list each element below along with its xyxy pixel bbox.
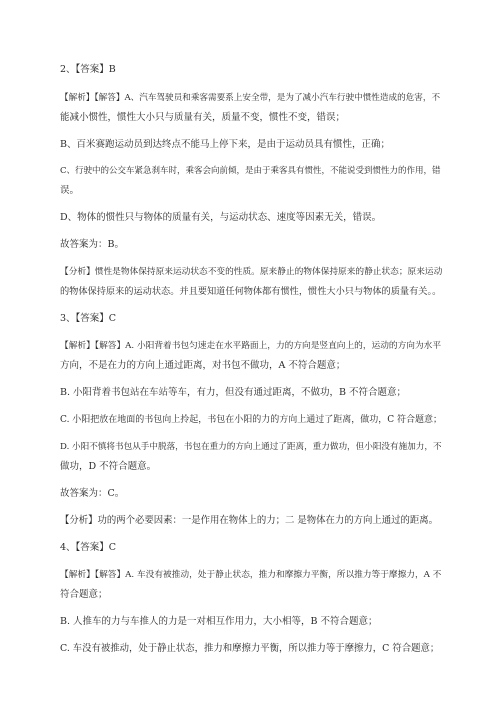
answer-4-option-b: B. 人推车的力与车推人的力是一对相互作用力，大小相等，B 不符合题意； (60, 616, 378, 627)
answer-4-analysis-line: 符合题意； (60, 589, 108, 600)
answer-3-option-b: B. 小阳背着书包站在车站等车，有力，但没有通过距离，不做功，B 不符合题意； (60, 387, 407, 398)
answer-2-option-b: B、百米赛跑运动员到达终点不能马上停下来，是由于运动员具有惯性，正确； (60, 139, 390, 150)
answer-3-analysis-line: 方向，不是在力的方向上通过距离，对书包不做功，A 不符合题意； (60, 360, 346, 371)
answer-2-summary: 【分析】惯性是物体保持原来运动状态不变的性质。原来静止的物体保持原来的静止状态；原来运动 (60, 267, 443, 277)
answer-2-summary-cont: 的物体保持原来的运动状态。并且要知道任何物体都有惯性，惯性大小只与物体的质量有关。。 (60, 286, 442, 297)
answer-4-analysis-line: 【解析】【解答】A. 车没有被推动，处于静止状态，推力和摩擦力平衡，所以推力等于摩擦力，A 不 (60, 570, 442, 580)
answer-3-analysis-line: 【解析】【解答】A. 小阳背着书包匀速走在水平路面上，力的方向是竖直向上的，运动的方向为水平 (60, 341, 442, 351)
answer-2-analysis-line: 【解析】【解答】A、汽车驾驶员和乘客需要系上安全带，是为了减小汽车行驶中惯性造成的危害，不 (60, 93, 441, 103)
answer-2-option-c-cont: 误。 (60, 185, 80, 196)
answer-3-heading: 3、【答案】C (60, 313, 117, 324)
answer-3-conclusion: 故答案为：C。 (60, 488, 125, 499)
answer-4-option-c: C. 车没有被推动，处于静止状态，推力和摩擦力平衡，所以推力等于摩擦力，C 符合题意； (60, 643, 440, 654)
answer-3-option-d-cont: 做功，D 不符合题意。 (60, 461, 157, 472)
answer-3-option-d: D. 小阳不慎将书包从手中脱落，书包在重力的方向上通过了距离，重力做功，但小阳没有施加力，不 (60, 442, 442, 452)
answer-2-option-c: C、行驶中的公交车紧急刹车时，乘客会向前倾，是由于乘客具有惯性，不能说受到惯性力的作用，错 (60, 166, 441, 176)
answer-2-option-d: D、物体的惯性只与物体的质量有关，与运动状态、速度等因素无关，错误。 (60, 212, 382, 223)
answer-2-conclusion: 故答案为：B。 (60, 239, 124, 250)
answer-2-heading: 2、【答案】B (60, 64, 116, 75)
answer-2-analysis-line: 能减小惯性，惯性大小只与质量有关，质量不变，惯性不变，错误； (60, 112, 346, 123)
answer-3-summary: 【分析】功的两个必要因素：一是作用在物体上的力；二 是物体在力的方向上通过的距离。 (60, 515, 438, 526)
answer-4-heading: 4、【答案】C (60, 542, 117, 553)
answer-3-option-c: C. 小阳把放在地面的书包向上拎起，书包在小阳的力的方向上通过了距离，做功，C 符合题意； (60, 415, 443, 425)
